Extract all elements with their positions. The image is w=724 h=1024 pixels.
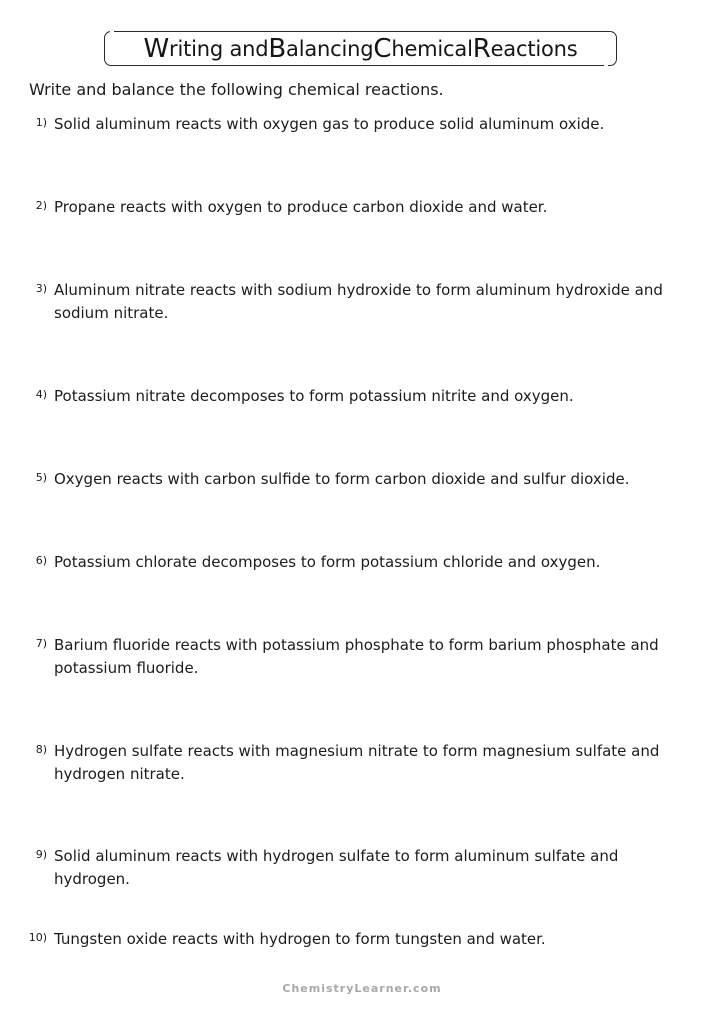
problem-text: Aluminum nitrate reacts with sodium hydroxide to form aluminum hydroxide and sodium nitrate.	[54, 281, 663, 322]
problem-number: 4)	[35, 388, 47, 401]
problem-number: 5)	[35, 471, 47, 484]
problem-number: 9)	[35, 848, 47, 861]
title-part-3: hemical	[391, 36, 473, 61]
problem-text: Solid aluminum reacts with oxygen gas to produce solid aluminum oxide.	[54, 115, 605, 133]
problem-number: 8)	[35, 743, 47, 756]
problem-text: Tungsten oxide reacts with hydrogen to form tungsten and water.	[54, 930, 546, 948]
title-cap-r: R	[472, 33, 491, 64]
problem-text: Barium fluoride reacts with potassium phosphate to form barium phosphate and potassium fluoride.	[54, 636, 659, 677]
problem-number: 2)	[35, 199, 47, 212]
problem-number: 6)	[35, 554, 47, 567]
title-cap-b: B	[268, 33, 287, 64]
title-part-1: riting and	[169, 36, 269, 61]
problem-number: 1)	[35, 116, 47, 129]
problem-text: Hydrogen sulfate reacts with magnesium nitrate to form magnesium sulfate and hydrogen nitrate.	[54, 742, 660, 783]
problem-number: 7)	[35, 637, 47, 650]
problem-text: Potassium chlorate decomposes to form potassium chloride and oxygen.	[54, 553, 601, 571]
problem-text: Potassium nitrate decomposes to form potassium nitrite and oxygen.	[54, 387, 574, 405]
problem-number: 3)	[35, 282, 47, 295]
title-part-4: eactions	[490, 36, 578, 61]
title-part-2: alancing	[286, 36, 374, 61]
problem-text: Propane reacts with oxygen to produce carbon dioxide and water.	[54, 198, 548, 216]
page-title	[104, 31, 617, 66]
problem-number: 10)	[28, 931, 47, 944]
title-cap-w: W	[143, 33, 170, 64]
footer-watermark: ChemistryLearner.com	[282, 982, 442, 995]
problem-text: Oxygen reacts with carbon sulfide to form carbon dioxide and sulfur dioxide.	[54, 470, 630, 488]
title-cap-c: C	[373, 33, 392, 64]
instructions: Write and balance the following chemical reactions.	[29, 80, 444, 99]
problem-text: Solid aluminum reacts with hydrogen sulfate to form aluminum sulfate and hydrogen.	[54, 847, 619, 888]
